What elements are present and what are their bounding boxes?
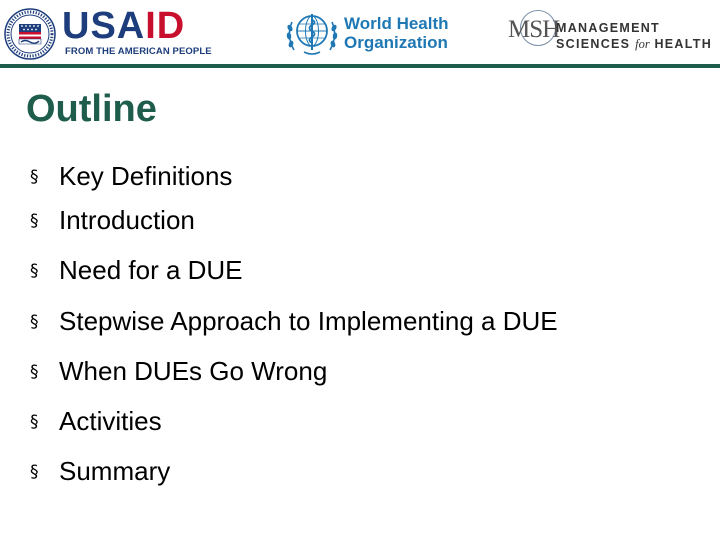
msh-mark: MSH [508, 16, 560, 43]
msh-logo [508, 12, 713, 56]
who-wordmark: World Health Organization [344, 14, 449, 52]
outline-item-label: Summary [59, 456, 171, 486]
bullet-marker: § [30, 167, 39, 187]
bullet-marker: § [30, 211, 39, 231]
bullet-marker: § [30, 462, 39, 482]
who-logo [284, 10, 449, 56]
slide-title: Outline [26, 88, 157, 130]
usaid-wordmark: USAID [62, 5, 186, 47]
outline-item-label: Stepwise Approach to Implementing a DUE [59, 306, 558, 336]
outline-item-label: Activities [59, 406, 162, 436]
outline-item-label: Key Definitions [59, 161, 233, 191]
msh-wordmark: MANAGEMENT SCIENCES for HEALTH [556, 21, 713, 51]
usaid-seal-icon [4, 8, 56, 60]
bullet-marker: § [30, 412, 39, 432]
bullet-marker: § [30, 362, 39, 382]
logo-header [0, 0, 720, 66]
header-divider [0, 64, 720, 68]
usaid-tagline: FROM THE AMERICAN PEOPLE [65, 46, 212, 57]
outline-item-label: Need for a DUE [59, 255, 243, 285]
usaid-logo [4, 4, 212, 60]
outline-item-label: When DUEs Go Wrong [59, 356, 328, 386]
bullet-marker: § [30, 312, 39, 332]
bullet-marker: § [30, 261, 39, 281]
who-emblem-icon [284, 10, 340, 56]
outline-item-label: Introduction [59, 205, 195, 235]
